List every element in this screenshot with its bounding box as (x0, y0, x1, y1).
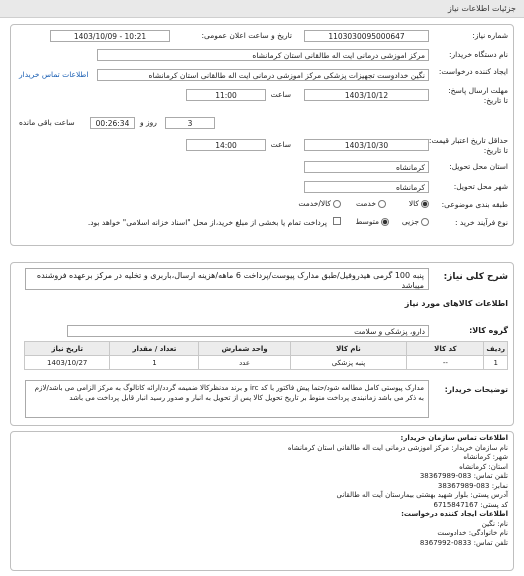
contact-line: تلفن تماس: 0833-8367992 (419, 538, 508, 547)
validity-time-label: ساعت (270, 140, 291, 149)
city-label: شهر محل تحویل: (453, 182, 508, 191)
contact-line: نام سازمان خریدار: مرکز اموزشی درمانی ایت اله طالقانی استان کرمانشاه (287, 443, 508, 452)
radio-icon (421, 218, 429, 226)
title-bar (0, 0, 524, 18)
buyer-notes-label: توضیحات خریدار: (444, 385, 508, 394)
days-field-visible: 3 (165, 117, 215, 129)
col-qty-header: تعداد / مقدار (110, 342, 199, 356)
contact-line: آدرس پستی: بلوار شهید بهشتی بیمارستان آیت اله طالقانی (336, 491, 508, 499)
process-label: نوع فرآیند خرید : (454, 218, 508, 227)
category-option-label: کالا/خدمت (298, 199, 331, 208)
radio-selected-icon (421, 200, 429, 208)
day-label: روز و (140, 118, 157, 127)
checkbox-icon (333, 217, 341, 225)
process-option-label: متوسط (355, 217, 379, 226)
contact-block (288, 434, 508, 548)
summary-label: شرح کلی نیاز: (443, 272, 508, 282)
cell-row: 1 (484, 356, 508, 370)
goods-group-label: گروه کالا: (469, 326, 508, 335)
validity-label: حداقل تاریخ اعتبار قیمت: (428, 136, 508, 145)
reply-deadline-label: مهلت ارسال پاسخ: (448, 86, 508, 95)
cell-date: 1403/10/27 (25, 356, 110, 370)
col-code-header: کد کالا (407, 342, 484, 356)
category-radio-goods-service[interactable] (298, 199, 341, 208)
validity-date-field: 1403/10/30 (304, 139, 429, 151)
validity-until-label: تا تاریخ: (483, 146, 508, 155)
cell-code: -- (407, 356, 484, 370)
buyer-notes-text: مدارک پیوستی کامل مطالعه شود/حتما پیش فاکتور با کد irc و برند مدنظرکالا ضمیمه گردد/ارائه کاتالوگ به مرکز الزامی می باشد/لازم به ذکر می باشد زمانبندی پرداخت منوط بر تاریخ تحویل کالا پس از تحویل به انبار و صدور رسید انبار قابل پرداخت می باشد (25, 380, 429, 418)
goods-table (24, 341, 508, 370)
city-field: کرمانشاه (304, 181, 429, 193)
province-field: کرمانشاه (304, 161, 429, 173)
category-radio-service[interactable] (356, 199, 386, 208)
goods-section-title: اطلاعات کالاهای مورد نیاز (404, 299, 508, 308)
category-option-label: خدمت (356, 199, 376, 208)
goods-group-field: دارو، پزشکی و سلامت (67, 325, 429, 337)
radio-selected-icon (381, 218, 389, 226)
contact-line: تلفن تماس: 083-38367989 (419, 472, 508, 480)
treasury-payment-checkbox[interactable] (333, 217, 341, 225)
need-number-field: 1103030095000647 (304, 30, 429, 42)
remaining-time-field: 00:26:34 (90, 117, 135, 129)
contact-line: شهر: کرمانشاه (463, 453, 508, 461)
radio-icon (333, 200, 341, 208)
contact-line: نمابر: 083-38367989 (437, 481, 508, 490)
radio-icon (378, 200, 386, 208)
cell-name: پنبه پزشکی (290, 356, 407, 370)
reply-time-field: 11:00 (186, 89, 266, 101)
contact-line: استان: کرمانشاه (459, 462, 508, 471)
category-option-label: کالا (408, 199, 419, 208)
buyer-field: مرکز اموزشی درمانی ایت اله طالقانی استان کرمانشاه (97, 49, 429, 61)
process-radio-minor[interactable] (402, 217, 429, 226)
until-date-label: تا تاریخ: (483, 96, 508, 105)
contact-line: نام: نگین (481, 519, 508, 528)
contact-line: کد پستی: 6715847167 (433, 500, 508, 509)
buyer-contact-link[interactable]: اطلاعات تماس خریدار (19, 70, 89, 79)
summary-text: پنبه 100 گرمی هیدروفیل/طبق مدارک پیوست/پرداخت 6 ماهه/هزینه ارسال،باربری و تخلیه در مرکز برعهده فروشنده میباشد (25, 268, 429, 290)
col-name-header: نام کالا (290, 342, 407, 356)
validity-time-field: 14:00 (186, 139, 266, 151)
announce-field: 1403/10/09 - 10:21 (50, 30, 170, 42)
need-number-label: شماره نیاز: (472, 31, 508, 40)
remaining-label: ساعت باقی مانده (19, 118, 75, 127)
process-radio-medium[interactable] (355, 217, 389, 226)
creator-field: نگین خدادوست تجهیزات پزشکی مرکز اموزشی درمانی ایت اله طالقانی استان کرمانشاه (97, 69, 429, 81)
cell-qty: 1 (110, 356, 199, 370)
buyer-label: نام دستگاه خریدار: (448, 50, 508, 59)
col-row-header: ردیف (484, 342, 508, 356)
cell-unit: عدد (199, 356, 290, 370)
col-date-header: تاریخ نیاز (25, 342, 110, 356)
category-label: طبقه بندی موضوعی: (441, 200, 508, 209)
category-radio-goods[interactable] (409, 199, 429, 208)
announce-label: تاریخ و ساعت اعلان عمومی: (201, 31, 292, 40)
province-label: استان محل تحویل: (449, 162, 508, 171)
contact-line: نام خانوادگی: خدادوست (437, 529, 508, 537)
table-row[interactable] (25, 356, 508, 370)
creator-label: ایجاد کننده درخواست: (438, 67, 508, 76)
page-title: جزئیات اطلاعات نیاز (447, 4, 516, 13)
contact-line: اطلاعات ایجاد کننده درخواست: (401, 510, 508, 518)
reply-time-label: ساعت (270, 90, 291, 99)
payment-note: پرداخت تمام یا بخشی از مبلغ خرید،از محل "اسناد خزانه اسلامی" خواهد بود. (87, 218, 327, 227)
contact-title: اطلاعات تماس سازمان خریدار: (400, 434, 508, 442)
reply-date-field: 1403/10/12 (304, 89, 429, 101)
col-unit-header: واحد شمارش (199, 342, 290, 356)
process-option-label: جزیی (401, 217, 419, 226)
